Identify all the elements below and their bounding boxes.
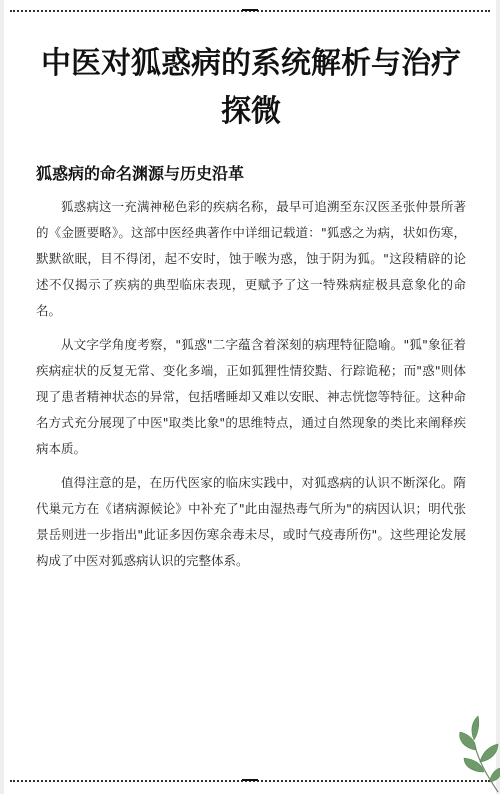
leaf-branch-icon xyxy=(420,704,500,794)
document-body xyxy=(36,40,466,574)
section-heading: 狐惑病的命名渊源与历史沿革 xyxy=(36,164,245,183)
frame-edge-left xyxy=(0,0,4,794)
frame-edge-right xyxy=(496,0,500,794)
paragraph-historical-development: 值得注意的是，在历代医家的临床实践中，对狐惑病的认识不断深化。隋代巢元方在《诸病源候论》中补充了"此由湿热毒气所为"的病因认识；明代张景岳则进一步指出"此证多因伤寒余毒未尽，或时气疫毒所伤"。这些理论发展构成了中医对狐惑病认识的完整体系。 xyxy=(36,475,466,568)
paragraph-etymology: 从文字学角度考察，"狐惑"二字蕴含着深刻的病理特征隐喻。"狐"象征着疾病症状的反复无常、变化多端，正如狐狸性情狡黠、行踪诡秘；而"惑"则体现了患者精神状态的异常，包括嗜睡却又难以安眠、神志恍惚等特征。这种命名方式充分展现了中医"取类比象"的思维特点，通过自然现象的类比来阐释疾病本质。 xyxy=(36,337,466,456)
paragraph-naming-origin: 狐惑病这一充满神秘色彩的疾病名称，最早可追溯至东汉医圣张仲景所著的《金匮要略》。这部中医经典著作中详细记载道："狐惑之为病，状如伤寒，默默欲眠，目不得闭，起不安时，蚀于喉为惑，蚀于阴为狐。"这段精辟的论述不仅揭示了疾病的典型临床表现，更赋予了这一特殊病症极具意象化的命名。 xyxy=(36,199,466,318)
page-title: 中医对狐惑病的系统解析与治疗探微 xyxy=(41,46,461,129)
frame-top-border xyxy=(0,0,500,24)
frame-bottom-notch xyxy=(242,779,258,781)
frame-top-notch xyxy=(242,9,258,11)
